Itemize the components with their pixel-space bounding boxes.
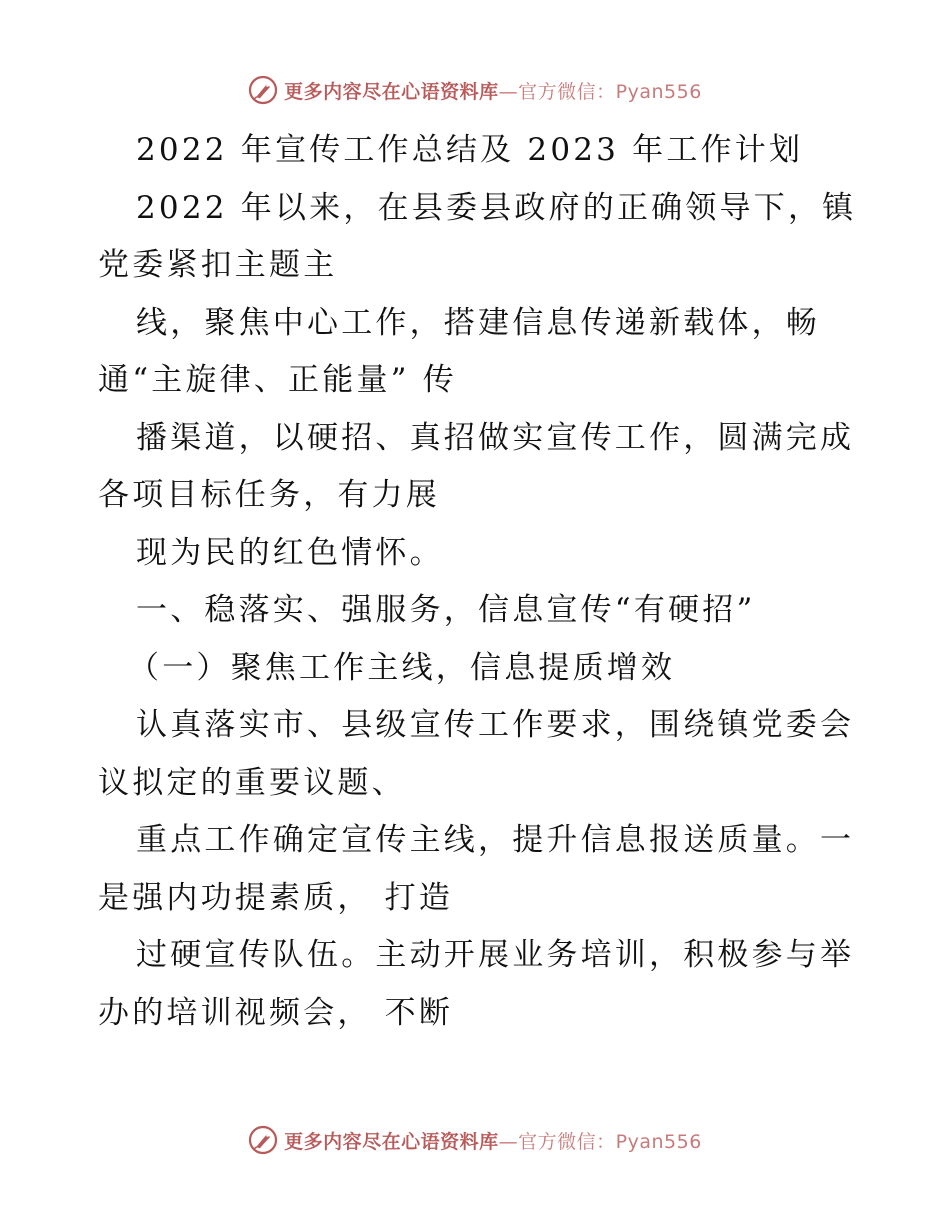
paragraph-line: 认真落实市、县级宣传工作要求，围绕镇党委会 [136, 707, 855, 743]
watermark-contact: 官方微信：Pyan556 [518, 80, 702, 103]
watermark-dash: — [498, 80, 519, 103]
paragraph-line: 是强内功提素质， 打造 [98, 879, 454, 916]
pen-nib-icon [248, 75, 278, 105]
paragraph-line: 党委紧扣主题主 [98, 247, 338, 283]
paragraph-line: 现为民的红色情怀。 [136, 534, 444, 571]
paragraph-line: 议拟定的重要议题、 [98, 764, 406, 801]
watermark-brand: 更多内容尽在心语资料库 [284, 1130, 499, 1153]
paragraph-line: 线，聚焦中心工作，搭建信息传递新载体，畅 [136, 304, 820, 341]
paragraph-line: 播渠道，以硬招、真招做实宣传工作，圆满完成 [136, 419, 855, 456]
watermark-dash: — [498, 1130, 519, 1153]
watermark-brand: 更多内容尽在心语资料库 [284, 80, 499, 103]
watermark-text [284, 1127, 702, 1154]
paragraph-line: 各项目标任务，有力展 [98, 477, 440, 513]
document-body [98, 122, 858, 1042]
watermark-text [284, 77, 702, 104]
section-heading: 一、稳落实、强服务，信息宣传“有硬招” [136, 592, 756, 628]
watermark-banner-top [0, 70, 950, 110]
paragraph-line: 重点工作确定宣传主线，提升信息报送质量。一 [136, 822, 855, 858]
subsection-heading: （一）聚焦工作主线，信息提质增效 [128, 649, 676, 686]
paragraph-line: 2022 年以来，在县委县政府的正确领导下，镇 [136, 189, 857, 226]
watermark-banner-bottom [0, 1120, 950, 1160]
paragraph-line: 办的培训视频会， 不断 [98, 994, 454, 1031]
watermark-contact: 官方微信：Pyan556 [518, 1130, 702, 1153]
paragraph-line: 过硬宣传队伍。主动开展业务培训，积极参与举 [136, 937, 855, 973]
paragraph-line: 通“主旋律、正能量” 传 [98, 362, 457, 398]
document-title: 2022 年宣传工作总结及 2023 年工作计划 [136, 132, 804, 168]
pen-nib-icon [248, 1125, 278, 1155]
